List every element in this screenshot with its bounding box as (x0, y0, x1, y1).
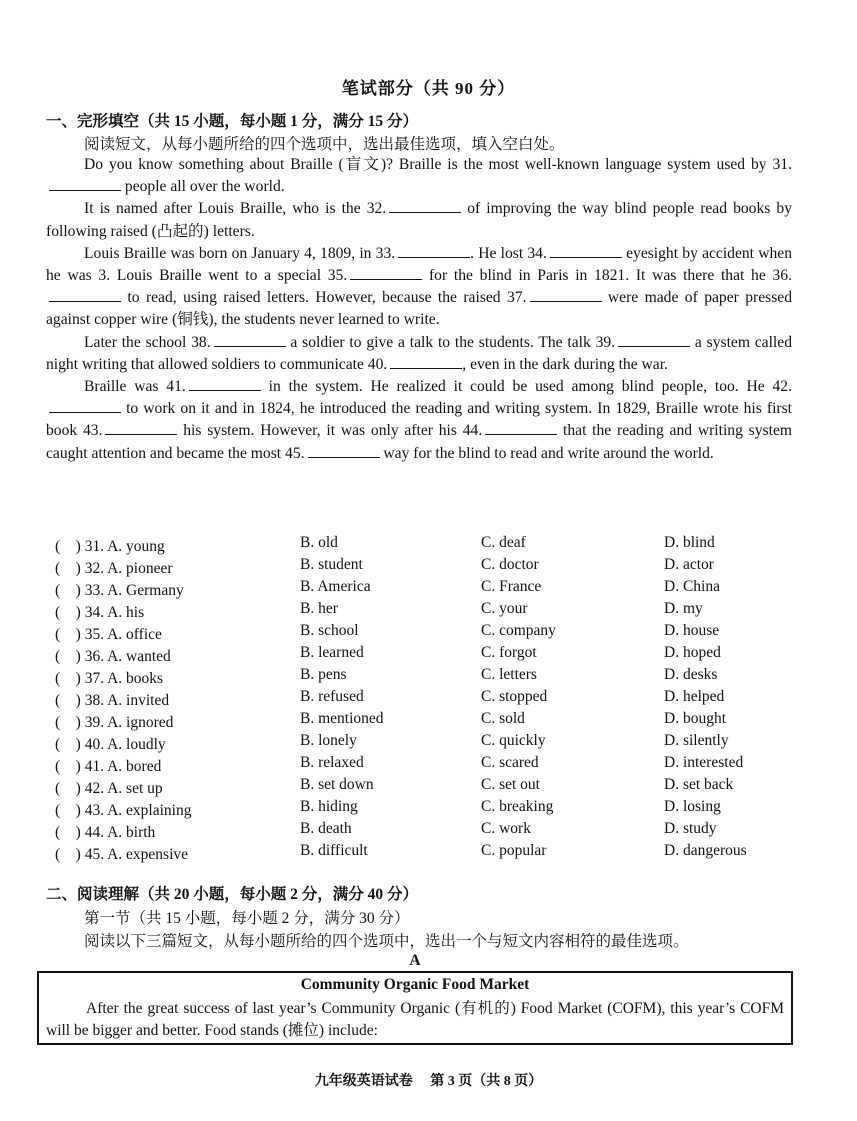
option-d: D. hoped (664, 644, 721, 661)
blank-41 (189, 378, 261, 391)
option-row-43: ( ) 43. A. explaining (55, 802, 192, 819)
passage-label: A (409, 952, 421, 969)
text-segment: eyesight by accident when he was 3. Louis Braille went to a special 35. (46, 244, 792, 285)
option-row-31: ( ) 31. A. young (55, 538, 165, 555)
option-b: B. pens (300, 666, 347, 683)
option-b: B. her (300, 600, 338, 617)
option-b: B. death (300, 820, 352, 837)
option-b: B. hiding (300, 798, 358, 815)
passage-a-body: After the great success of last year’s Community Organic (有机的) Food Market (COFM), this year’s COFM will be bigger and better. Food stands (摊位) include: (46, 1000, 784, 1039)
paragraph-1 (46, 154, 792, 198)
option-c: C. quickly (481, 732, 546, 749)
section1-instruction: 阅读短文，从每小题所给的四个选项中，选出最佳选项，填入空白处。 (84, 136, 565, 153)
option-d: D. my (664, 600, 703, 617)
text-segment: way for the blind to read and write around the world. (379, 444, 714, 462)
option-row-42: ( ) 42. A. set up (55, 780, 163, 797)
text-segment: that the reading and writing system caught attention and became the most 45. (46, 422, 792, 462)
blank-44 (485, 422, 557, 435)
section2-instruction: 阅读以下三篇短文，从每小题所给的四个选项中，选出一个与短文内容相符的最佳选项。 (84, 933, 689, 950)
option-d: D. set back (664, 776, 734, 793)
passage-a-title: Community Organic Food Market (300, 976, 530, 993)
option-row-38: ( ) 38. A. invited (55, 692, 170, 709)
option-row-45: ( ) 45. A. expensive (55, 846, 189, 863)
passage-a-box (37, 971, 793, 1045)
cloze-passage (46, 154, 792, 465)
blank-40 (390, 356, 462, 369)
text-segment: Later the school 38. (84, 333, 211, 351)
option-c: C. forgot (481, 644, 537, 661)
option-b: B. lonely (300, 732, 357, 749)
option-row-44: ( ) 44. A. birth (55, 824, 156, 841)
text-segment: , even in the dark during the war. (462, 355, 668, 373)
blank-43 (105, 422, 177, 435)
option-row-33: ( ) 33. A. Germany (55, 582, 184, 599)
option-row-39: ( ) 39. A. ignored (55, 714, 174, 731)
paragraph-5 (46, 376, 792, 465)
blank-37 (530, 289, 602, 302)
text-segment: people all over the world. (121, 178, 285, 196)
option-c: C. your (481, 600, 528, 617)
text-segment: were made of paper pressed against copper wire (铜钱), the students never learned to write. (46, 289, 792, 329)
section2-heading: 二、阅读理解（共 20 小题，每小题 2 分，满分 40 分） (46, 886, 419, 903)
option-row-36: ( ) 36. A. wanted (55, 648, 171, 665)
option-c: C. set out (481, 776, 540, 793)
option-row-41: ( ) 41. A. bored (55, 758, 162, 775)
paragraph-2 (46, 198, 792, 242)
blank-39 (618, 334, 690, 347)
option-c: C. deaf (481, 534, 526, 551)
text-segment: . He lost 34. (470, 244, 547, 262)
text-segment: Braille was 41. (84, 378, 186, 396)
option-d: D. silently (664, 732, 729, 749)
page-title: 笔试部分（共 90 分） (341, 79, 516, 98)
option-b: B. America (300, 578, 371, 595)
option-c: C. popular (481, 842, 547, 859)
option-d: D. helped (664, 688, 725, 705)
option-c: C. breaking (481, 798, 554, 815)
text-segment: of improving the way blind people read books by following raised (凸起的) letters. (46, 200, 792, 240)
blank-31 (49, 178, 121, 191)
option-b: B. set down (300, 776, 374, 793)
option-row-40: ( ) 40. A. loudly (55, 736, 166, 753)
passage-a-text (46, 998, 784, 1042)
option-c: C. company (481, 622, 556, 639)
option-row-37: ( ) 37. A. books (55, 670, 164, 687)
text-segment: Louis Braille was born on January 4, 1809, in 33. (84, 244, 396, 262)
option-c: C. sold (481, 710, 525, 727)
option-b: B. difficult (300, 842, 368, 859)
option-c: C. doctor (481, 556, 539, 573)
paragraph-4 (46, 332, 792, 376)
section1-heading: 一、完形填空（共 15 小题，每小题 1 分，满分 15 分） (46, 113, 419, 130)
text-segment: Do you know something about Braille (盲文)? Braille is the most well-known language system used by 31. (84, 156, 792, 173)
option-row-34: ( ) 34. A. his (55, 604, 145, 621)
option-d: D. interested (664, 754, 744, 771)
paragraph-3 (46, 243, 792, 332)
option-b: B. refused (300, 688, 364, 705)
option-d: D. desks (664, 666, 718, 683)
text-segment: to read, using raised letters. However, because the raised 37. (121, 289, 527, 307)
option-d: D. bought (664, 710, 726, 727)
text-segment: a system called night writing that allowed soldiers to communicate 40. (46, 333, 792, 373)
option-d: D. study (664, 820, 717, 837)
option-b: B. relaxed (300, 754, 364, 771)
text-segment: to work on it and in 1824, he introduced the reading and writing system. In 1829, Braille wrote his first book 43. (46, 400, 792, 440)
option-c: C. letters (481, 666, 537, 683)
option-b: B. school (300, 622, 359, 639)
section2-subheading: 第一节（共 15 小题，每小题 2 分，满分 30 分） (84, 910, 410, 927)
blank-34 (550, 245, 622, 258)
text-segment: It is named after Louis Braille, who is the 32. (84, 200, 387, 218)
option-d: D. losing (664, 798, 721, 815)
blank-36 (49, 289, 121, 302)
option-d: D. dangerous (664, 842, 747, 859)
page-footer: 九年级英语试卷 第 3 页（共 8 页） (314, 1074, 543, 1089)
option-d: D. actor (664, 556, 714, 573)
option-b: B. mentioned (300, 710, 384, 727)
blank-33 (398, 245, 470, 258)
text-segment: in the system. He realized it could be used among blind people, too. He 42. (260, 378, 792, 396)
text-segment: for the blind in Paris in 1821. It was there that he 36. (422, 267, 792, 285)
option-b: B. learned (300, 644, 364, 661)
text-segment: a soldier to give a talk to the students. The talk 39. (285, 333, 616, 351)
option-c: C. France (481, 578, 542, 595)
option-c: C. stopped (481, 688, 548, 705)
option-d: D. blind (664, 534, 715, 551)
blank-45 (308, 445, 380, 458)
option-row-35: ( ) 35. A. office (55, 626, 162, 643)
option-b: B. student (300, 556, 363, 573)
option-b: B. old (300, 534, 338, 551)
option-d: D. China (664, 578, 720, 595)
blank-35 (350, 267, 422, 280)
option-row-32: ( ) 32. A. pioneer (55, 560, 173, 577)
option-c: C. scared (481, 754, 539, 771)
blank-32 (389, 200, 461, 213)
blank-42 (49, 400, 121, 413)
text-segment: his system. However, it was only after his 44. (177, 422, 483, 440)
option-d: D. house (664, 622, 720, 639)
blank-38 (214, 334, 286, 347)
option-c: C. work (481, 820, 531, 837)
